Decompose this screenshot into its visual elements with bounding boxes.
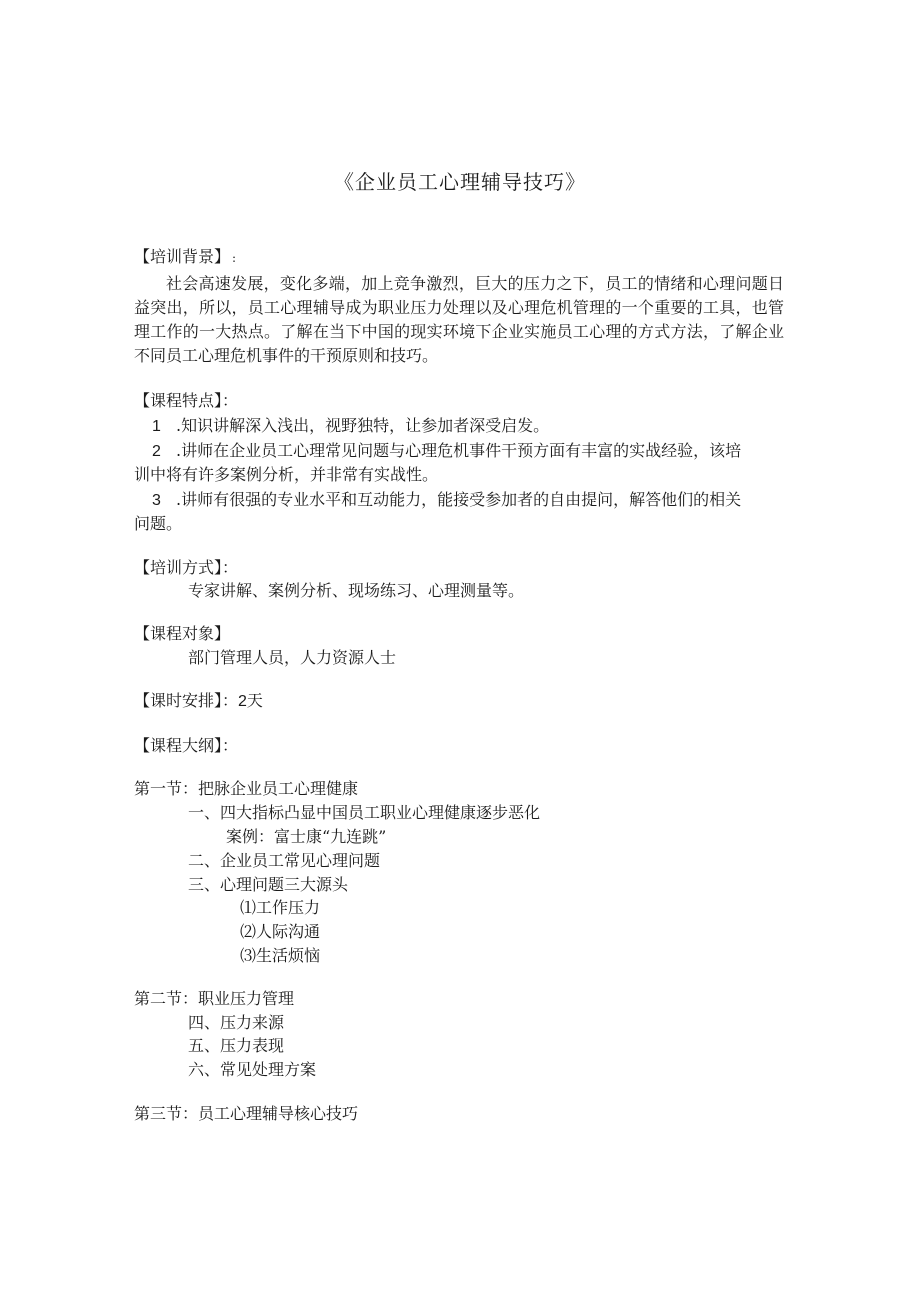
method-text: 专家讲解、案例分析、现场练习、心理测量等。	[188, 581, 525, 600]
feature-text: .讲师在企业员工心理常见问题与心理危机事件干预方面有丰富的实战经验，该培	[176, 441, 742, 460]
feature-text: .讲师有很强的专业水平和互动能力，能接受参加者的自由提问，解答他们的相关	[176, 490, 742, 509]
feature-item-1	[152, 414, 549, 439]
schedule-value: 2天	[238, 693, 263, 710]
outline-item: 六、常见处理方案	[188, 1060, 317, 1079]
outline-item: 一、四大指标凸显中国员工职业心理健康逐步恶化	[188, 803, 541, 822]
outline-section-2-title: 第二节：职业压力管理	[134, 989, 295, 1008]
background-heading	[134, 245, 236, 270]
background-heading-text: 【培训背景】	[134, 247, 231, 266]
outline-subitem: ⑴工作压力	[240, 898, 321, 917]
background-paragraph: 社会高速发展，变化多端，加上竞争激烈，巨大的压力之下，员工的情绪和心理问题日益突出，所以，员工心理辅导成为职业压力处理以及心理危机管理的一个重要的工具，也管理工作的一大热点。了解在当下中国的现实环境下企业实施员工心理的方式方法，了解企业不同员工心理危机事件的干预原则和技巧。	[134, 274, 784, 365]
feature-item-2	[152, 439, 741, 464]
audience-text: 部门管理人员，人力资源人士	[188, 648, 397, 667]
background-heading-mark: :	[232, 251, 237, 265]
schedule-row	[134, 689, 263, 714]
feature-item-3	[152, 488, 741, 513]
features-heading: 【课程特点】：	[134, 391, 239, 410]
outline-section-1-title: 第一节：把脉企业员工心理健康	[134, 779, 359, 798]
outline-section-3-title: 第三节：员工心理辅导核心技巧	[134, 1104, 359, 1123]
outline-item: 二、企业员工常见心理问题	[188, 851, 381, 870]
feature-item-3-continued: 问题。	[134, 514, 183, 533]
feature-text: .知识讲解深入浅出，视野独特，让参加者深受启发。	[176, 416, 550, 435]
document-title: 《企业员工心理辅导技巧》	[334, 170, 586, 194]
method-heading: 【培训方式】：	[134, 558, 239, 577]
feature-number: 3	[152, 492, 161, 509]
outline-item: 五、压力表现	[188, 1036, 285, 1055]
outline-subitem: ⑵人际沟通	[240, 922, 321, 941]
outline-case-item: 案例：富士康“九连跳”	[226, 827, 387, 846]
feature-number: 2	[152, 443, 161, 460]
outline-item: 三、心理问题三大源头	[188, 875, 349, 894]
feature-number: 1	[152, 418, 161, 435]
schedule-heading: 【课时安排】：	[134, 691, 239, 710]
feature-item-2-continued: 训中将有许多案例分析，并非常有实战性。	[134, 465, 439, 484]
outline-heading: 【课程大纲】：	[134, 736, 239, 755]
audience-heading: 【课程对象】	[134, 624, 231, 643]
outline-item: 四、压力来源	[188, 1013, 285, 1032]
outline-subitem: ⑶生活烦恼	[240, 946, 321, 965]
